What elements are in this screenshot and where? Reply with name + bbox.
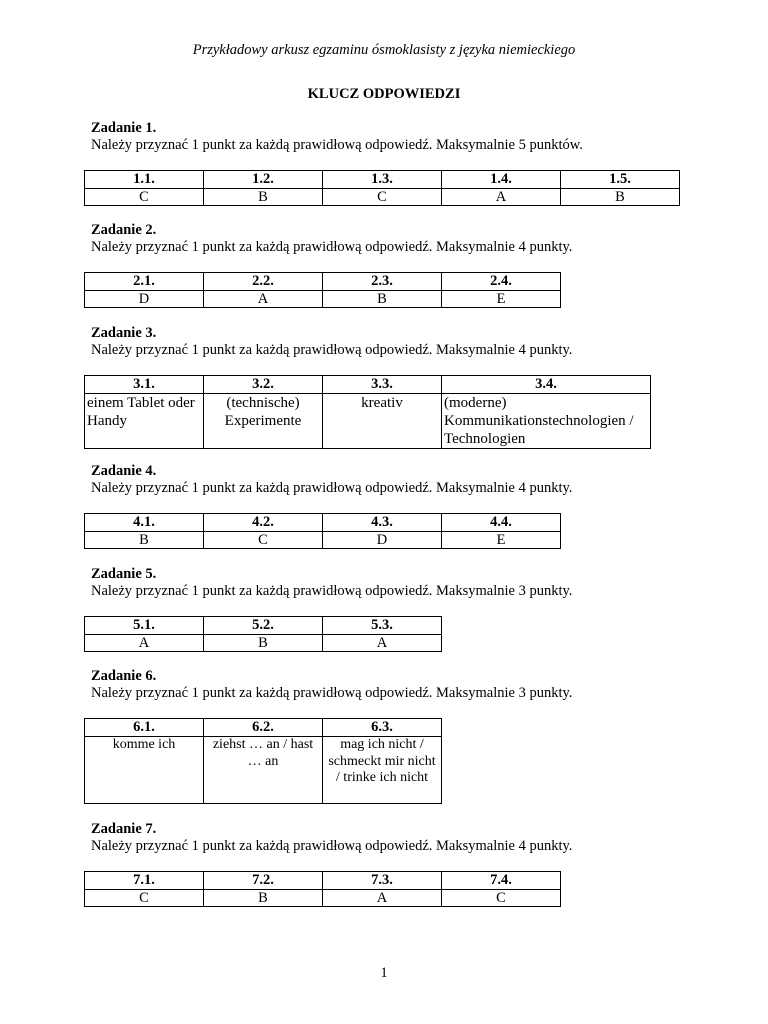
table-header: 3.3. [323,376,442,394]
table-cell: kreativ [323,394,442,449]
table-header: 6.3. [323,719,442,737]
table-cell: D [85,291,204,308]
task-6-desc: Należy przyznać 1 punkt za każdą prawidłową odpowiedź. Maksymalnie 3 punkty. [91,685,573,701]
task-3-answer-table [84,375,651,449]
task-7 [91,821,572,855]
task-2-desc: Należy przyznać 1 punkt za każdą prawidłową odpowiedź. Maksymalnie 4 punkty. [91,239,573,255]
task-2-answer-table [84,272,561,308]
task-1-name: Zadanie 1. [91,120,157,136]
task-1-desc: Należy przyznać 1 punkt za każdą prawidłową odpowiedź. Maksymalnie 5 punktów. [91,137,583,153]
table-header: 7.3. [323,872,442,890]
task-4-name: Zadanie 4. [91,463,157,479]
table-cell: C [85,189,204,206]
table-cell: E [442,532,561,549]
table-cell: (technische) Experimente [204,394,323,449]
task-7-answer-table [84,871,561,907]
table-cell: C [442,890,561,907]
table-cell: C [85,890,204,907]
task-5-answer-table [84,616,442,652]
task-2 [91,222,572,256]
table-header: 1.5. [561,171,680,189]
document-header: Przykładowy arkusz egzaminu ósmoklasisty z języka niemieckiego [192,42,576,58]
table-header: 3.1. [85,376,204,394]
table-header: 7.2. [204,872,323,890]
task-6 [91,668,572,702]
task-2-name: Zadanie 2. [91,222,157,238]
table-header: 2.2. [204,273,323,291]
table-cell: B [85,532,204,549]
table-header: 1.1. [85,171,204,189]
table-header: 6.1. [85,719,204,737]
table-header: 4.4. [442,514,561,532]
table-header: 4.3. [323,514,442,532]
table-cell: B [323,291,442,308]
table-header: 1.2. [204,171,323,189]
table-cell: E [442,291,561,308]
task-6-answer-table [84,718,442,804]
table-cell: (moderne) Kommunikationstechnologien / Technologien [442,394,651,449]
task-6-name: Zadanie 6. [91,668,157,684]
table-header: 2.4. [442,273,561,291]
table-header: 4.2. [204,514,323,532]
table-header: 5.3. [323,617,442,635]
task-1 [91,120,583,154]
table-cell: einem Tablet oder Handy [85,394,204,449]
task-4 [91,463,572,497]
table-cell: A [204,291,323,308]
table-cell: ziehst … an / hast … an [204,737,323,804]
table-cell: A [85,635,204,652]
table-cell: mag ich nicht / schmeckt mir nicht / trinke ich nicht [323,737,442,804]
table-header: 4.1. [85,514,204,532]
table-cell: D [323,532,442,549]
task-5 [91,566,572,600]
table-header: 5.1. [85,617,204,635]
table-cell: B [204,890,323,907]
table-cell: B [561,189,680,206]
table-header: 2.3. [323,273,442,291]
task-5-desc: Należy przyznać 1 punkt za każdą prawidłową odpowiedź. Maksymalnie 3 punkty. [91,583,573,599]
table-header: 7.1. [85,872,204,890]
table-cell: C [204,532,323,549]
table-header: 1.4. [442,171,561,189]
table-header: 2.1. [85,273,204,291]
table-header: 3.4. [442,376,651,394]
task-4-desc: Należy przyznać 1 punkt za każdą prawidłową odpowiedź. Maksymalnie 4 punkty. [91,480,573,496]
table-header: 7.4. [442,872,561,890]
task-1-answer-table [84,170,680,206]
table-cell: C [323,189,442,206]
table-header: 6.2. [204,719,323,737]
page-number: 1 [380,965,388,981]
task-3-desc: Należy przyznać 1 punkt za każdą prawidłową odpowiedź. Maksymalnie 4 punkty. [91,342,573,358]
task-7-desc: Należy przyznać 1 punkt za każdą prawidłową odpowiedź. Maksymalnie 4 punkty. [91,838,573,854]
task-3 [91,325,572,359]
table-cell: A [323,890,442,907]
table-cell: A [442,189,561,206]
table-cell: B [204,635,323,652]
task-3-name: Zadanie 3. [91,325,157,341]
table-header: 1.3. [323,171,442,189]
task-7-name: Zadanie 7. [91,821,157,837]
table-cell: A [323,635,442,652]
task-4-answer-table [84,513,561,549]
table-header: 5.2. [204,617,323,635]
table-header: 3.2. [204,376,323,394]
task-5-name: Zadanie 5. [91,566,157,582]
table-cell: komme ich [85,737,204,804]
document-title: KLUCZ ODPOWIEDZI [307,86,461,102]
table-cell: B [204,189,323,206]
